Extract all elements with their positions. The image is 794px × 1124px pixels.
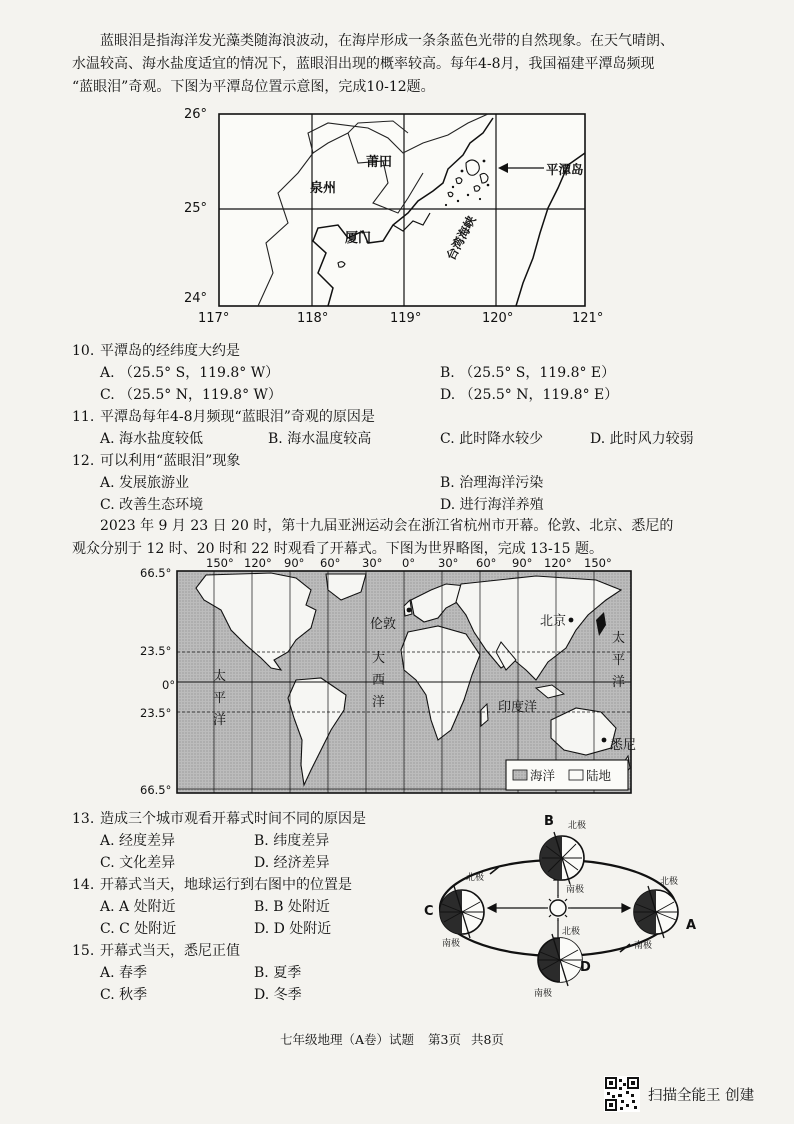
question-10 (72, 340, 772, 362)
scanner-watermark-text: 扫描全能王 创建 (648, 1088, 755, 1104)
ocean-char: 大 (372, 651, 386, 666)
ocean-char: 太 (213, 669, 227, 684)
option-d[interactable]: D. D 处附近 (254, 921, 332, 937)
lon-label: 90° (284, 556, 305, 570)
option-a[interactable]: A. 海水盐度较低 (100, 431, 204, 447)
ocean-atlantic (372, 648, 388, 714)
option-b[interactable]: B. 治理海洋污染 (440, 475, 544, 491)
ocean-char: 太 (612, 631, 626, 646)
pingtan-location-map (180, 105, 610, 340)
lat-label: 66.5° (140, 783, 172, 797)
lon-label: 150° (584, 556, 612, 570)
question-number: 11. (72, 409, 95, 425)
intro-line: 2023 年 9 月 23 日 20 时，第十九届亚洲运动会在浙江省杭州市开幕。伦敦、北京、悉尼的 (100, 518, 674, 534)
world-map-frame (176, 570, 632, 794)
ocean-indian: 印度洋 (498, 700, 538, 715)
option-a[interactable]: A. 发展旅游业 (100, 475, 190, 491)
question-14 (72, 874, 452, 896)
question-number: 12. (72, 453, 95, 469)
south-pole-label-d: 南极 (534, 989, 553, 999)
footer-page: 第3页 (428, 1032, 461, 1047)
lon-label-117: 117° (198, 311, 230, 326)
lat-label-26: 26° (184, 107, 208, 122)
city-london: 伦敦 (370, 617, 397, 632)
option-b[interactable]: B. 夏季 (254, 965, 302, 981)
question-group-b (72, 808, 452, 1006)
question-13 (72, 808, 452, 830)
place-pingtan: 平潭岛 (546, 162, 584, 177)
option-b[interactable]: B. （25.5° S，119.8° E） (440, 365, 616, 381)
option-row (72, 830, 452, 852)
world-map (140, 556, 640, 796)
ocean-char: 平 (612, 653, 626, 668)
option-b[interactable]: B. 海水温度较高 (268, 431, 372, 447)
footer-title: 七年级地理（A卷）试题 (280, 1032, 415, 1047)
ocean-char: 西 (372, 673, 386, 688)
lat-label: 0° (162, 678, 176, 692)
north-pole-label-a: 北极 (660, 877, 679, 887)
option-row (72, 896, 452, 918)
qr-code-icon (604, 1076, 640, 1112)
map1-frame (218, 113, 586, 307)
option-row (72, 384, 772, 406)
option-c[interactable]: C. （25.5° N，119.8° W） (100, 387, 282, 403)
ocean-pacific-west (213, 666, 229, 732)
south-pole-label-b: 南极 (566, 885, 585, 895)
place-quanzhou: 泉州 (310, 181, 337, 196)
option-a[interactable]: A. （25.5° S，119.8° W） (100, 365, 280, 381)
lon-label-118: 118° (297, 311, 329, 326)
place-putian: 莆田 (366, 155, 393, 170)
question-stem: 平潭岛的经纬度大约是 (100, 343, 240, 359)
intro-paragraph-1 (72, 30, 772, 99)
page-footer (280, 1030, 504, 1048)
option-d[interactable]: D. 冬季 (254, 987, 302, 1003)
place-xiamen: 厦门 (345, 231, 372, 246)
question-12 (72, 450, 772, 472)
question-stem: 开幕式当天，地球运行到右图中的位置是 (100, 877, 352, 893)
lon-label-120: 120° (482, 311, 514, 326)
option-row (72, 472, 772, 494)
lon-label: 30° (438, 556, 459, 570)
lat-label: 23.5° (140, 706, 172, 720)
orbit-svg (420, 812, 710, 1012)
south-pole-label-a: 南极 (634, 941, 653, 951)
intro-line: 蓝眼泪是指海洋发光藻类随海浪波动，在海岸形成一条条蓝色光带的自然现象。在天气晴朗、 (100, 33, 674, 49)
option-c[interactable]: C. 此时降水较少 (440, 431, 544, 447)
lon-label: 90° (512, 556, 533, 570)
option-row (72, 962, 452, 984)
lat-label: 23.5° (140, 644, 172, 658)
north-pole-label-d: 北极 (562, 927, 581, 937)
lon-label-119: 119° (390, 311, 422, 326)
option-d[interactable]: D. 经济差异 (254, 855, 330, 871)
option-b[interactable]: B. 纬度差异 (254, 833, 330, 849)
ocean-char: 平 (213, 691, 227, 706)
question-group-a (72, 340, 772, 516)
option-row (72, 918, 452, 940)
question-11 (72, 406, 772, 428)
question-number: 15. (72, 943, 95, 959)
earth-orbit-diagram (420, 812, 710, 1012)
intro-line: “蓝眼泪”奇观。下图为平潭岛位置示意图，完成10-12题。 (72, 79, 435, 95)
question-stem: 平潭岛每年4-8月频现“蓝眼泪”奇观的原因是 (100, 409, 375, 425)
orbit-label-a: A (686, 918, 697, 933)
option-d[interactable]: D. （25.5° N，119.8° E） (440, 387, 619, 403)
option-a[interactable]: A. A 处附近 (100, 899, 176, 915)
ocean-char: 洋 (213, 713, 227, 728)
option-a[interactable]: A. 经度差异 (100, 833, 176, 849)
question-stem: 造成三个城市观看开幕式时间不同的原因是 (100, 811, 366, 827)
option-row (72, 494, 772, 516)
option-c[interactable]: C. 秋季 (100, 987, 148, 1003)
option-row (72, 984, 452, 1006)
ocean-char: 洋 (612, 675, 626, 690)
lon-label: 120° (244, 556, 272, 570)
orbit-label-c: C (424, 904, 434, 919)
option-d[interactable]: D. 此时风力较弱 (590, 431, 694, 447)
legend-ocean-label: 海洋 (530, 768, 556, 783)
option-d[interactable]: D. 进行海洋养殖 (440, 497, 544, 513)
north-pole-label-b: 北极 (568, 821, 587, 831)
option-row (72, 428, 772, 450)
lat-label-25: 25° (184, 201, 208, 216)
footer-total: 共8页 (470, 1032, 504, 1047)
ocean-pacific-east (612, 628, 628, 694)
legend-land-label: 陆地 (586, 768, 612, 783)
option-a[interactable]: A. 春季 (100, 965, 148, 981)
question-number: 14. (72, 877, 95, 893)
option-c[interactable]: C. 文化差异 (100, 855, 176, 871)
question-stem: 开幕式当天，悉尼正值 (100, 943, 240, 959)
lon-label-121: 121° (572, 311, 604, 326)
city-sydney: 悉尼 (610, 738, 637, 753)
orbit-label-b: B (544, 814, 554, 829)
lat-label-24: 24° (184, 291, 208, 306)
lon-label: 60° (476, 556, 497, 570)
intro-line: 水温较高、海水盐度适宜的情况下，蓝眼泪出现的概率较高。每年4-8月，我国福建平潭岛频现 (72, 56, 655, 72)
lon-label: 60° (320, 556, 341, 570)
north-pole-label-c: 北极 (466, 873, 485, 883)
lon-label: 30° (362, 556, 383, 570)
option-c[interactable]: C. C 处附近 (100, 921, 177, 937)
city-beijing: 北京 (540, 614, 567, 629)
lon-label: 0° (402, 556, 416, 570)
ocean-char: 洋 (372, 695, 386, 710)
lat-label: 66.5° (140, 566, 172, 580)
lon-label: 120° (544, 556, 572, 570)
question-number: 13. (72, 811, 95, 827)
intro-paragraph-2 (72, 515, 772, 561)
question-stem: 可以利用“蓝眼泪”现象 (100, 453, 241, 469)
question-number: 10. (72, 343, 95, 359)
question-15 (72, 940, 452, 962)
orbit-label-d: D (580, 960, 591, 975)
intro-line: 观众分别于 12 时、20 时和 22 时观看了开幕式。下图为世界略图，完成 13-15 题。 (72, 541, 603, 557)
lon-label: 150° (206, 556, 234, 570)
option-row (72, 852, 452, 874)
option-c[interactable]: C. 改善生态环境 (100, 497, 204, 513)
option-row (72, 362, 772, 384)
place-taiwan-strait: 台湾海峡 (443, 213, 479, 263)
south-pole-label-c: 南极 (442, 939, 461, 949)
option-b[interactable]: B. B 处附近 (254, 899, 330, 915)
